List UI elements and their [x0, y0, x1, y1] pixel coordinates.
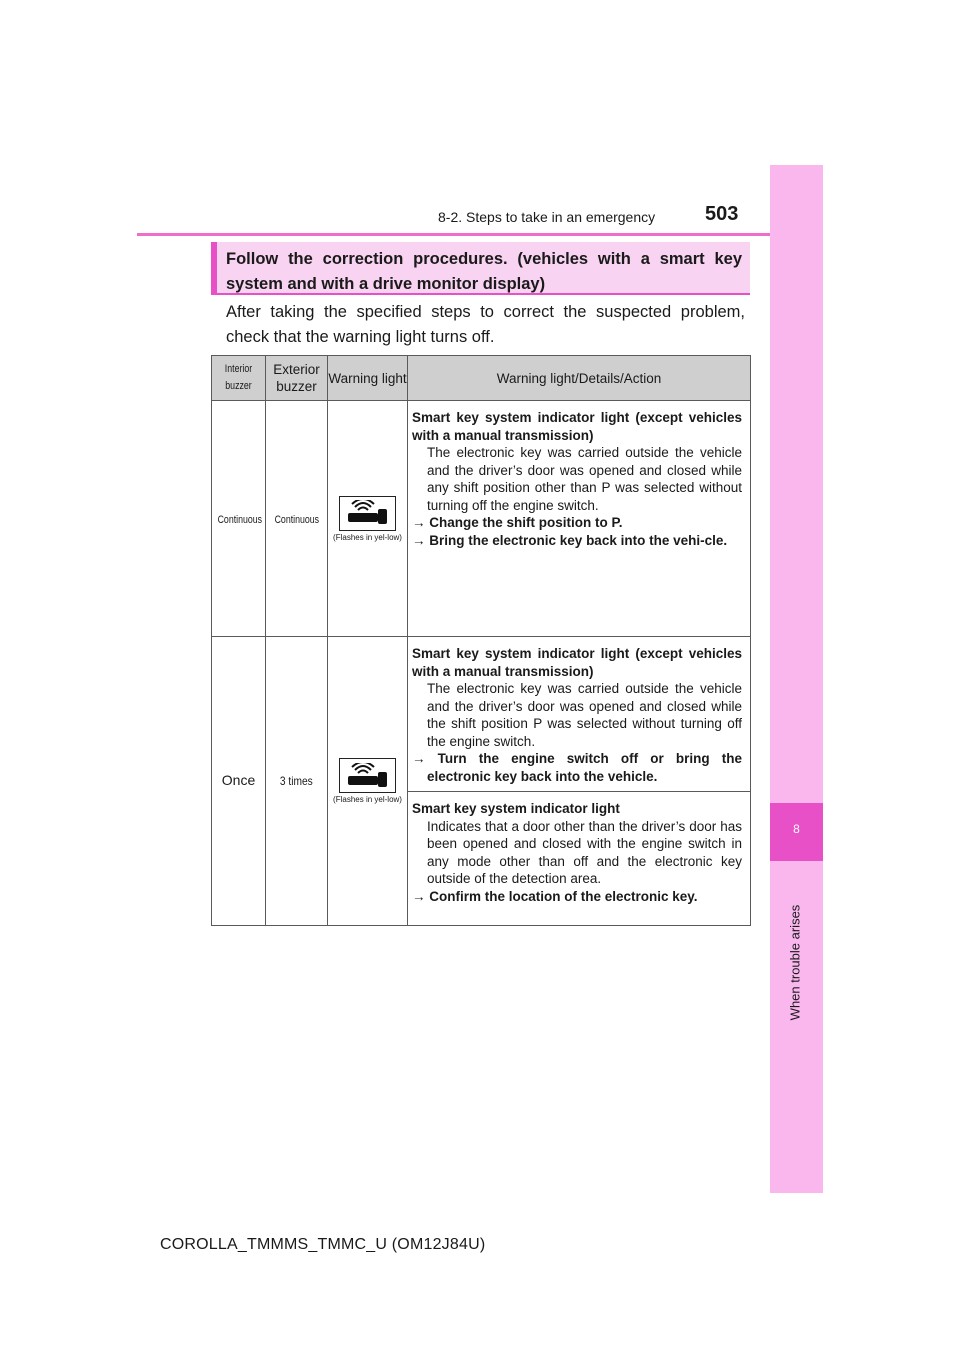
warning-table	[211, 355, 751, 926]
chapter-number: 8	[793, 822, 800, 836]
interior-buzzer-cell	[212, 637, 266, 926]
warning-light-cell	[328, 637, 408, 926]
section-heading: 8-2. Steps to take in an emergency	[438, 209, 656, 225]
detail-action	[412, 750, 742, 785]
arrow-icon: →	[412, 532, 426, 548]
detail-description: The electronic key was carried outside the vehicle and the driver’s door was opened and closed while any shift position other than P was selected without turning off the engine switch.	[427, 445, 742, 513]
action-text: Confirm the location of the electronic key.	[429, 888, 698, 904]
arrow-icon: →	[412, 888, 426, 904]
detail-description: Indicates that a door other than the driver’s door has been opened and closed with the engine switch in any mode other than off and the electronic key outside of the detection area.	[427, 818, 742, 886]
icon-caption: (Flashes in yel-low)	[333, 795, 402, 804]
procedure-title: Follow the correction procedures. (vehicles with a smart key system and with a drive monitor display)	[211, 242, 750, 295]
exterior-buzzer-cell	[266, 401, 328, 637]
interior-buzzer-cell	[212, 401, 266, 637]
exterior-buzzer-cell	[266, 637, 328, 926]
detail-description: The electronic key was carried outside the vehicle and the driver’s door was opened and closed while the shift position P was selected without turning off the engine switch.	[427, 681, 742, 749]
document-footer: COROLLA_TMMMS_TMMC_U (OM12J84U)	[160, 1236, 486, 1253]
detail-action	[412, 514, 742, 532]
detail-action	[412, 888, 742, 906]
detail-action	[412, 532, 742, 550]
action-text: Change the shift position to P.	[429, 515, 623, 530]
header-rule	[137, 233, 823, 236]
action-text: Turn the engine switch off or bring the electronic key back into the vehicle.	[427, 751, 742, 784]
warning-light-cell	[328, 401, 408, 637]
intro-paragraph: After taking the specified steps to correct the suspected problem, check that the warning light turns off.	[226, 303, 745, 346]
detail-title: Smart key system indicator light (except vehicles with a manual transmission)	[412, 410, 742, 443]
exterior-buzzer-value: 3 times	[280, 774, 313, 788]
header-interior-label: Interior buzzer	[224, 363, 253, 392]
interior-buzzer-value: Once	[221, 772, 256, 788]
header-warning-light: Warning light	[328, 356, 408, 401]
action-text: Bring the electronic key back into the vehi-cle.	[429, 532, 728, 548]
table-header-row	[212, 356, 751, 401]
arrow-icon: →	[412, 515, 426, 530]
arrow-icon: →	[412, 751, 426, 766]
header-exterior-buzzer: Exterior buzzer	[266, 356, 328, 401]
interior-buzzer-value: Continuous	[217, 513, 263, 526]
chapter-label: When trouble arises	[787, 904, 803, 1020]
page-number: 503	[705, 203, 739, 225]
header-interior-buzzer	[212, 356, 266, 401]
smart-key-indicator-icon	[339, 758, 396, 793]
chapter-label-wrap	[775, 904, 815, 1020]
chapter-side-tab	[770, 165, 823, 1193]
detail-title: Smart key system indicator light	[412, 801, 620, 816]
exterior-buzzer-value: Continuous	[274, 513, 319, 526]
table-row	[212, 637, 751, 792]
details-cell	[408, 792, 751, 926]
details-cell	[408, 401, 751, 637]
details-cell	[408, 637, 751, 792]
smart-key-indicator-icon	[339, 496, 396, 531]
header-details-action: Warning light/Details/Action	[408, 356, 751, 401]
icon-caption: (Flashes in yel-low)	[333, 532, 402, 542]
detail-title: Smart key system indicator light (except vehicles with a manual transmission)	[412, 646, 742, 679]
table-row	[212, 401, 751, 637]
